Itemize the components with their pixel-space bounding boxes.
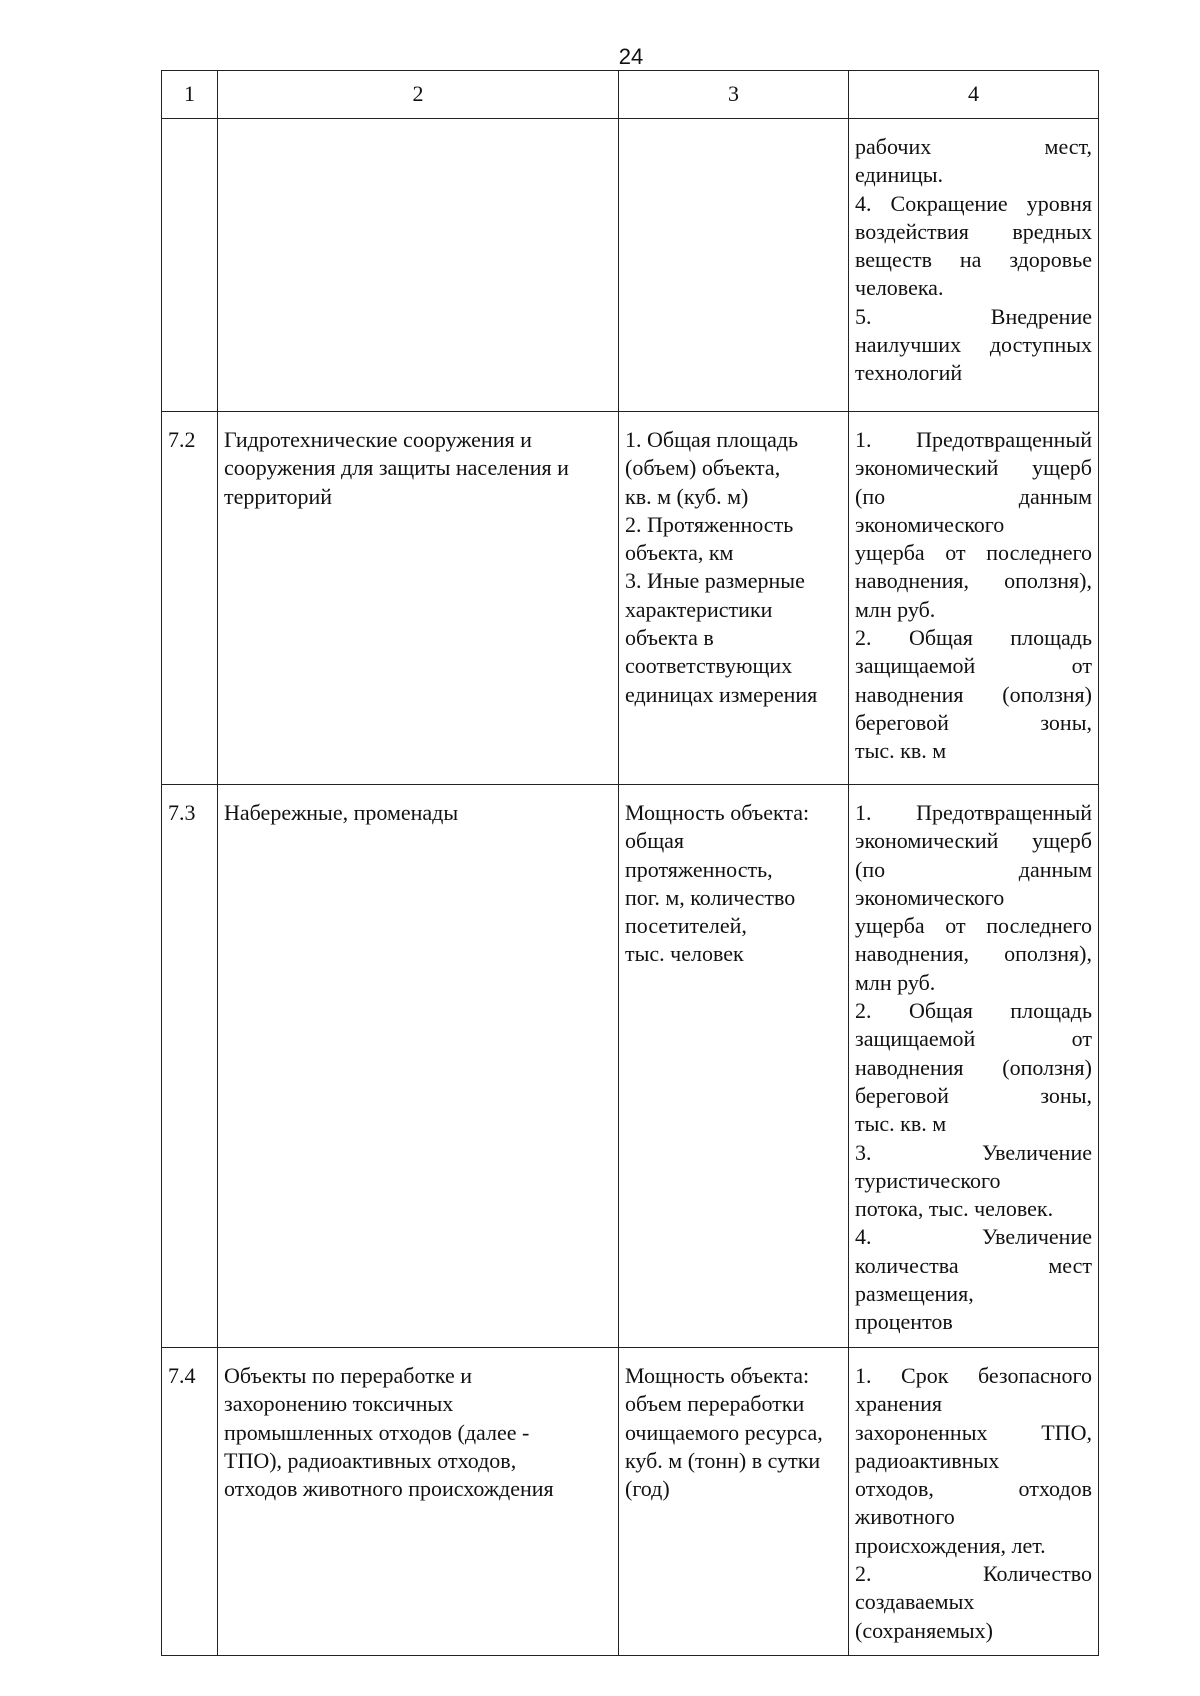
indicators-line: наилучших доступных	[855, 332, 1092, 358]
indicators-line: (по данным	[855, 483, 1092, 509]
name-line: Гидротехнические сооружения и	[224, 427, 532, 452]
indicators-line: ущерба от последнего	[855, 913, 1092, 939]
measure-line: кв. м (куб. м)	[625, 483, 749, 509]
name-line: Набережные, променады	[224, 800, 459, 825]
indicators-line: животного	[855, 1504, 955, 1530]
row-number: 7.2	[162, 412, 218, 785]
indicators-line: отходов, отходов	[855, 1476, 1092, 1502]
indicators-line: 2. Общая площадь	[855, 998, 1092, 1024]
measure-line: (объем) объекта,	[625, 455, 781, 481]
indicators-line: технологий	[855, 360, 963, 386]
document-table	[161, 70, 1099, 1656]
indicators-line: 3. Увеличение	[855, 1139, 1092, 1165]
indicators-line: экономического	[855, 884, 1005, 910]
indicators	[849, 785, 1099, 1348]
measure-line: единицах измерения	[625, 681, 818, 707]
indicators-line: туристического	[855, 1167, 1001, 1193]
page-number: 24	[618, 44, 644, 69]
capacity-measure	[619, 1348, 849, 1656]
measure-line: Мощность объекта:	[625, 800, 810, 825]
indicators-line: млн руб.	[855, 596, 936, 622]
table-row	[162, 412, 1099, 785]
measure-line: тыс. человек	[625, 941, 744, 967]
indicators-line: рабочих мест,	[855, 134, 1092, 159]
indicators-line: веществ на здоровье	[855, 247, 1092, 273]
indicators-line: экономический ущерб	[855, 455, 1092, 481]
indicators	[849, 1348, 1099, 1656]
measure-line: 1. Общая площадь	[625, 427, 799, 452]
object-name	[218, 785, 619, 1348]
indicators-line: радиоактивных	[855, 1447, 1000, 1473]
indicators-line: хранения	[855, 1391, 942, 1417]
indicators-line: происхождения, лет.	[855, 1532, 1046, 1558]
measure-line: протяженность,	[625, 856, 773, 882]
indicators	[849, 412, 1099, 785]
indicators-line: тыс. кв. м	[855, 1111, 947, 1137]
name-line: сооружения для защиты населения и	[224, 455, 569, 481]
indicators-line: 1. Предотвращенный	[855, 427, 1092, 452]
header-col-2: 2	[218, 71, 619, 119]
table-header-row	[162, 71, 1099, 119]
table-row	[162, 119, 1099, 412]
row-number: 7.4	[162, 1348, 218, 1656]
measure-line: объем переработки	[625, 1391, 805, 1417]
table-row	[162, 1348, 1099, 1656]
measure-line: посетителей,	[625, 913, 747, 939]
measure-line: очищаемого ресурса,	[625, 1419, 823, 1445]
measure-line: 2. Протяженность	[625, 511, 794, 537]
row-number	[162, 119, 218, 412]
name-line: ТПО), радиоактивных отходов,	[224, 1447, 517, 1473]
indicators-line: воздействия вредных	[855, 218, 1092, 244]
indicators-line: береговой зоны,	[855, 709, 1092, 735]
indicators-line: защищаемой от	[855, 1026, 1092, 1052]
capacity-measure	[619, 119, 849, 412]
object-name	[218, 119, 619, 412]
measure-line: пог. м, количество	[625, 884, 796, 910]
header-col-4: 4	[849, 71, 1099, 119]
name-line: захоронению токсичных	[224, 1391, 454, 1417]
header-col-1: 1	[162, 71, 218, 119]
measure-line: общая	[625, 828, 685, 854]
indicators-line: процентов	[855, 1309, 953, 1335]
indicators-line: 2. Общая площадь	[855, 625, 1092, 651]
indicators-line: захороненных ТПО,	[855, 1419, 1092, 1445]
indicators-line: человека.	[855, 275, 944, 301]
capacity-measure	[619, 785, 849, 1348]
indicators-line: 2. Количество	[855, 1561, 1092, 1587]
measure-line: куб. м (тонн) в сутки	[625, 1447, 821, 1473]
indicators-line: береговой зоны,	[855, 1082, 1092, 1108]
object-name	[218, 412, 619, 785]
name-line: промышленных отходов (далее -	[224, 1419, 530, 1445]
indicators-line: 1. Срок безопасного	[855, 1363, 1092, 1388]
indicators-line: (по данным	[855, 856, 1092, 882]
indicators	[849, 119, 1099, 412]
indicators-line: размещения,	[855, 1281, 974, 1307]
capacity-measure	[619, 412, 849, 785]
measure-line: объекта, км	[625, 540, 734, 566]
indicators-line: наводнения, оползня),	[855, 568, 1092, 594]
indicators-line: количества мест	[855, 1252, 1092, 1278]
indicators-line: наводнения (оползня)	[855, 1054, 1092, 1080]
measure-line: 3. Иные размерные	[625, 568, 805, 594]
name-line: Объекты по переработке и	[224, 1363, 473, 1388]
measure-line: (год)	[625, 1476, 670, 1502]
indicators-line: защищаемой от	[855, 653, 1092, 679]
indicators-line: 1. Предотвращенный	[855, 800, 1092, 825]
indicators-line: ущерба от последнего	[855, 540, 1092, 566]
name-line: территорий	[224, 483, 333, 509]
header-col-3: 3	[619, 71, 849, 119]
indicators-line: 5. Внедрение	[855, 303, 1092, 329]
indicators-line: экономического	[855, 511, 1005, 537]
object-name	[218, 1348, 619, 1656]
indicators-line: (сохраняемых)	[855, 1617, 993, 1643]
indicators-line: млн руб.	[855, 969, 936, 995]
name-line: отходов животного происхождения	[224, 1476, 554, 1502]
indicators-line: 4. Увеличение	[855, 1224, 1092, 1250]
measure-line: Мощность объекта:	[625, 1363, 810, 1388]
indicators-line: экономический ущерб	[855, 828, 1092, 854]
indicators-line: наводнения (оползня)	[855, 681, 1092, 707]
indicators-line: создаваемых	[855, 1589, 975, 1615]
row-number: 7.3	[162, 785, 218, 1348]
indicators-line: наводнения, оползня),	[855, 941, 1092, 967]
measure-line: объекта в	[625, 625, 714, 651]
indicators-line: 4. Сокращение уровня	[855, 190, 1092, 216]
measure-line: характеристики	[625, 596, 773, 622]
table-row	[162, 785, 1099, 1348]
indicators-line: потока, тыс. человек.	[855, 1196, 1054, 1222]
indicators-line: тыс. кв. м	[855, 738, 947, 764]
measure-line: соответствующих	[625, 653, 793, 679]
indicators-line: единицы.	[855, 162, 944, 188]
